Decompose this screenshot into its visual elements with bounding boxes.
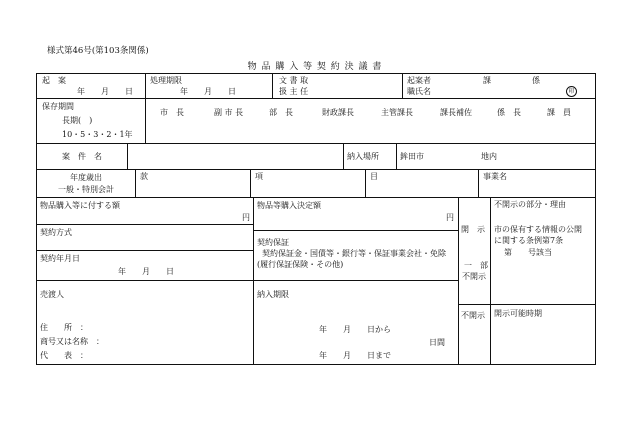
seller-label: 売渡人 bbox=[40, 290, 64, 299]
subsection-label: 係 bbox=[532, 76, 540, 85]
case-name-label: 案 件 名 bbox=[62, 152, 102, 161]
contract-date-field[interactable]: 年 月 日 bbox=[118, 267, 174, 276]
col-row4-d bbox=[478, 169, 479, 197]
approver-unit-chief: 係 長 bbox=[497, 108, 521, 117]
non-disclosure-part-label: 不開示の部分・理由 bbox=[494, 200, 566, 209]
disclosable-period-label: 開示可能時期 bbox=[494, 309, 542, 318]
col-row1-b bbox=[272, 73, 273, 98]
ordinance-text-3: 第 号該当 bbox=[504, 248, 552, 257]
ordinance-text-1: 市の保有する情報の公開 bbox=[494, 225, 582, 234]
title-name-label: 職氏名 bbox=[407, 87, 431, 96]
purchase-amount-label: 物品購入等に付する額 bbox=[40, 201, 120, 210]
approver-finance-chief: 財政課長 bbox=[322, 108, 354, 117]
retention-years-options[interactable]: 10・5・3・2・1年 bbox=[62, 130, 133, 139]
col-row1-c bbox=[402, 73, 403, 98]
kou-label: 項 bbox=[255, 172, 263, 181]
delivery-days[interactable]: 日間 bbox=[429, 338, 445, 347]
disclosure-full-label: 開 示 bbox=[461, 225, 485, 234]
delivery-to-date[interactable]: 年 月 日まで bbox=[319, 351, 391, 360]
approver-staff: 課 員 bbox=[547, 108, 571, 117]
yen-unit-1: 円 bbox=[242, 213, 250, 222]
rule-row7-bottom bbox=[36, 280, 458, 281]
trade-name-label: 商号又は名称 ： bbox=[40, 337, 104, 346]
kan-label: 款 bbox=[140, 172, 148, 181]
approver-mayor: 市 長 bbox=[160, 108, 184, 117]
rule-left-contract-date bbox=[36, 250, 253, 251]
approver-deputy-mayor: 副 市 長 bbox=[214, 108, 244, 117]
project-name-label: 事業名 bbox=[483, 172, 507, 181]
address-label: 住 所 ： bbox=[40, 323, 88, 332]
col-lower-mid bbox=[253, 197, 254, 365]
processing-deadline-label: 処理期限 bbox=[150, 76, 182, 85]
city-label: 鉾田市 bbox=[400, 152, 424, 161]
moku-label: 目 bbox=[370, 172, 378, 181]
rule-right-disclosable bbox=[458, 304, 596, 305]
origination-label: 起 案 bbox=[42, 76, 66, 85]
origination-date-field[interactable]: 年 月 日 bbox=[77, 87, 133, 96]
drafter-label: 起案者 bbox=[407, 76, 431, 85]
col-row1-a bbox=[145, 73, 146, 98]
col-lower-disclosure bbox=[458, 197, 459, 365]
approver-supervising-chief: 主管課長 bbox=[381, 108, 413, 117]
ordinance-text-2: に関する条例第7条 bbox=[494, 236, 564, 245]
col-row4-a bbox=[135, 169, 136, 197]
rule-row4-bottom bbox=[36, 197, 596, 198]
contract-date-label: 契約年月日 bbox=[40, 254, 80, 263]
decided-amount-label: 物品等購入決定額 bbox=[257, 201, 321, 210]
col-row3-b bbox=[343, 143, 344, 169]
retention-period-label: 保存期間 bbox=[42, 102, 74, 111]
approver-director: 部 長 bbox=[269, 108, 293, 117]
rule-row1-bottom bbox=[36, 98, 596, 99]
document-handling-label: 文 書 取 bbox=[279, 76, 309, 85]
col-row4-c bbox=[365, 169, 366, 197]
col-row3-c bbox=[396, 143, 397, 169]
delivery-from-date[interactable]: 年 月 日から bbox=[319, 325, 391, 334]
form-title: 物 品 購 入 等 契 約 決 議 書 bbox=[247, 62, 383, 72]
col-row4-b bbox=[250, 169, 251, 197]
approver-assistant-chief: 課長補佐 bbox=[440, 108, 472, 117]
rule-mid-guarantee bbox=[253, 230, 458, 231]
section-label: 課 bbox=[483, 76, 491, 85]
contract-method-label: 契約方式 bbox=[40, 228, 72, 237]
col-row3-a bbox=[127, 143, 128, 169]
non-disclosure-label: 不開示 bbox=[461, 311, 485, 320]
processing-date-field[interactable]: 年 月 日 bbox=[180, 87, 236, 96]
handling-staff-label: 扱 主 任 bbox=[279, 87, 309, 96]
delivery-place-label: 納入場所 bbox=[347, 152, 379, 161]
fiscal-year-expenditure-label: 年度歳出 bbox=[70, 173, 102, 182]
representative-label: 代 表 ： bbox=[40, 351, 88, 360]
guarantee-detail-2: (履行保証保険・その他) bbox=[257, 260, 344, 269]
rule-row3-bottom bbox=[36, 169, 596, 170]
partial-disclosure-label-2: 不開示 bbox=[462, 272, 486, 281]
col-lower-right bbox=[490, 197, 491, 365]
seal-mark: 印 bbox=[566, 86, 577, 97]
long-term-field[interactable]: 長期( ) bbox=[62, 116, 93, 125]
rule-row2-bottom bbox=[36, 143, 596, 144]
account-type-options[interactable]: 一般・特別会計 bbox=[58, 185, 114, 194]
contract-guarantee-label: 契約保証 bbox=[257, 238, 289, 247]
guarantee-detail-1: 契約保証金・国債等・銀行等・保証事業会社・免除 bbox=[262, 249, 446, 258]
rule-left-contract-method bbox=[36, 224, 253, 225]
partial-disclosure-label-1: 一 部 bbox=[464, 261, 488, 270]
form-number: 様式第46号(第103条関係) bbox=[47, 46, 149, 56]
col-row2-a bbox=[145, 98, 146, 143]
delivery-period-label: 納入期限 bbox=[257, 290, 289, 299]
yen-unit-2: 円 bbox=[446, 213, 454, 222]
within-label: 地内 bbox=[481, 152, 497, 161]
